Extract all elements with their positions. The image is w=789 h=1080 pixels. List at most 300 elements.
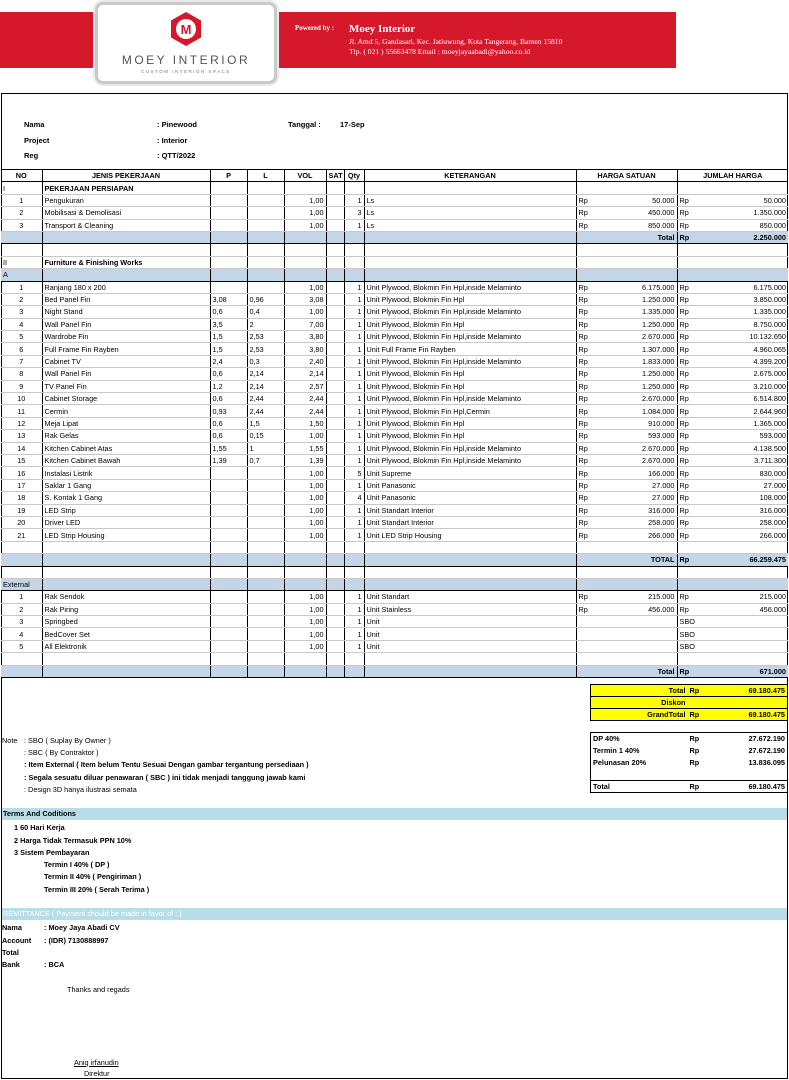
subsection-row [1, 269, 788, 281]
payment-total-value: 69.180.475 [716, 781, 788, 793]
item-number: 14 [1, 442, 42, 454]
empty-row [1, 244, 788, 256]
table-cell [210, 194, 247, 206]
item-volume: 1,00 [284, 616, 326, 628]
item-total [677, 331, 788, 343]
item-price-value: 1.307.000 [642, 344, 675, 354]
currency-label: Rp [679, 394, 689, 404]
item-length [210, 529, 247, 541]
tanggal-value: 17-Sep [340, 120, 365, 129]
line-item-row [1, 393, 788, 405]
item-number: 1 [1, 281, 42, 293]
item-number: 16 [1, 467, 42, 479]
table-cell [210, 244, 247, 256]
currency-label: Rp [688, 781, 716, 793]
table-cell [326, 269, 344, 281]
currency-label: Rp [578, 604, 588, 614]
item-qty: 1 [344, 293, 364, 305]
item-keterangan: Standart Interior [381, 518, 434, 528]
item-volume: 2,57 [284, 380, 326, 392]
item-price [576, 417, 677, 429]
item-volume: 2,44 [284, 393, 326, 405]
table-cell [1, 541, 42, 553]
item-description [364, 430, 576, 442]
item-price-value: 2.670.000 [642, 443, 675, 453]
currency-label: Rp [578, 381, 588, 391]
currency-label: Rp [679, 208, 689, 218]
table-cell [42, 554, 210, 566]
item-keterangan: Plywood, Blokmin Fin Hpl [381, 369, 465, 379]
item-price [576, 479, 677, 491]
table-cell [1, 231, 42, 243]
item-qty: 1 [344, 640, 364, 652]
currency-label: SBO [679, 617, 695, 627]
item-total [677, 640, 788, 652]
item-description [364, 417, 576, 429]
table-cell [326, 281, 344, 293]
table-cell [677, 578, 788, 590]
item-width: 0,4 [247, 306, 284, 318]
table-cell [364, 182, 576, 194]
line-item-row [1, 504, 788, 516]
remit-account-value: : (IDR) 7130888997 [44, 936, 109, 945]
company-address: Jl. Amd 5, Gandasari, Kec. Jatiuwung, Kota Tangerang, Banten 15810 [349, 37, 563, 46]
item-name: Ranjang 180 x 200 [42, 281, 210, 293]
item-volume: 1,00 [284, 306, 326, 318]
currency-label: Rp [578, 220, 588, 230]
line-item-row [1, 529, 788, 541]
item-price [576, 293, 677, 305]
note-line: : Design 3D hanya ilustrasi semata [24, 785, 137, 794]
table-cell [326, 665, 344, 677]
item-name: Rak Gelas [42, 430, 210, 442]
column-header: VOL [284, 170, 326, 182]
table-cell [326, 591, 344, 603]
table-cell [247, 194, 284, 206]
table-cell [326, 442, 344, 454]
item-unit: Unit [366, 629, 380, 639]
table-cell [344, 269, 364, 281]
item-total-value: 4.399.200 [753, 357, 786, 367]
item-name: Rak Sendok [42, 591, 210, 603]
item-name: Full Frame Fin Rayben [42, 343, 210, 355]
item-qty: 1 [344, 380, 364, 392]
summary-diskon-label: Diskon [591, 697, 688, 709]
currency-label: Rp [578, 295, 588, 305]
item-price [576, 454, 677, 466]
item-volume: 1,55 [284, 442, 326, 454]
terms-header: Terms And Coditions [2, 808, 787, 820]
item-name: Wardrobe Fin [42, 331, 210, 343]
item-volume: 1,50 [284, 417, 326, 429]
section-total-row [1, 665, 788, 677]
item-total [677, 343, 788, 355]
item-name: All Elektronik [42, 640, 210, 652]
item-width: 0,15 [247, 430, 284, 442]
item-qty: 1 [344, 591, 364, 603]
currency-label: Rp [679, 295, 689, 305]
summary-total-label: Total [591, 685, 688, 697]
currency-label: Rp [688, 685, 716, 697]
payment-total-label: Total [591, 781, 688, 793]
payment-dp-value: 27.672.190 [748, 734, 785, 744]
currency-label: Rp [578, 369, 588, 379]
item-total [677, 628, 788, 640]
item-price [576, 405, 677, 417]
currency-label: Rp [689, 758, 700, 767]
payment-pelunasan-row [591, 757, 788, 769]
item-volume: 1,00 [284, 603, 326, 615]
table-cell [210, 554, 247, 566]
subsection-label: A [1, 269, 42, 281]
brand-name: MOEY INTERIOR [121, 53, 251, 67]
item-total-value: 10.132.650 [749, 332, 786, 342]
item-width [247, 479, 284, 491]
line-item-row [1, 306, 788, 318]
remittance-header: REMITTANCE ( Payment should be made in favor of : ) [2, 908, 787, 920]
item-name: TV Panel Fin [42, 380, 210, 392]
item-name: Rak Piring [42, 603, 210, 615]
item-name: S. Kontak 1 Gang [42, 492, 210, 504]
item-price [576, 603, 677, 615]
section-header-row [1, 256, 788, 268]
currency-label: Rp [578, 456, 588, 466]
item-total [677, 355, 788, 367]
currency-label: Rp [679, 357, 689, 367]
currency-label: Rp [578, 195, 588, 205]
item-unit: Unit [366, 443, 380, 453]
item-description [364, 318, 576, 330]
item-unit: Unit [366, 369, 380, 379]
item-price [576, 355, 677, 367]
item-name: Wall Panel Fin [42, 318, 210, 330]
item-volume: 1,00 [284, 628, 326, 640]
item-length: 3,08 [210, 293, 247, 305]
item-description [364, 281, 576, 293]
table-cell [344, 653, 364, 665]
item-price-value: 910.000 [648, 419, 675, 428]
item-total-value: 27.000 [763, 480, 786, 490]
section-total-label: Total [576, 231, 677, 243]
terms-subitem: Termin III 20% ( Serah Terima ) [44, 885, 150, 894]
item-number: 13 [1, 430, 42, 442]
currency-label: Rp [679, 307, 689, 317]
item-qty: 1 [344, 405, 364, 417]
currency-label: Rp [679, 419, 689, 428]
item-total [677, 454, 788, 466]
item-description [364, 306, 576, 318]
table-cell [344, 244, 364, 256]
item-description [364, 479, 576, 491]
item-keterangan: Standart [381, 592, 410, 602]
remit-account-label: Account [2, 936, 32, 945]
item-name: Kitchen Cabinet Atas [42, 442, 210, 454]
item-keterangan: Panasonic [381, 493, 416, 503]
table-cell [576, 566, 677, 578]
item-total [677, 194, 788, 206]
item-price [576, 442, 677, 454]
item-price [576, 343, 677, 355]
section-total-row [1, 231, 788, 243]
column-header: Qty [344, 170, 364, 182]
item-number: 6 [1, 343, 42, 355]
table-cell [364, 665, 576, 677]
item-length: 1,39 [210, 454, 247, 466]
line-item-row [1, 454, 788, 466]
item-keterangan: Plywood, Blokmin Fin Hpl [381, 419, 465, 428]
item-unit: Unit [366, 307, 380, 317]
item-name: Bed Panel Fin [42, 293, 210, 305]
item-length: 2,4 [210, 355, 247, 367]
item-price-value: 2.670.000 [642, 394, 675, 404]
section-total-row [1, 554, 788, 566]
item-unit: Unit [366, 431, 380, 441]
item-number: 8 [1, 368, 42, 380]
item-number: 17 [1, 479, 42, 491]
item-keterangan: Plywood, Blokmin Fin Hpl [381, 295, 465, 305]
line-item-row [1, 368, 788, 380]
item-price [576, 331, 677, 343]
item-total-value: 258.000 [759, 518, 786, 528]
item-number: 5 [1, 640, 42, 652]
item-width: 2 [247, 318, 284, 330]
item-unit: Ls [364, 207, 576, 219]
item-price-value: 166.000 [648, 468, 675, 478]
table-cell [247, 653, 284, 665]
currency-label: Rp [578, 394, 588, 404]
item-total-value: 456.000 [759, 604, 786, 614]
table-cell [210, 541, 247, 553]
table-header-row [1, 170, 788, 182]
table-cell [576, 653, 677, 665]
item-total-value: 2.644.960 [753, 406, 786, 416]
item-unit: Unit [366, 456, 380, 466]
table-cell [210, 653, 247, 665]
item-unit: Unit [366, 381, 380, 391]
table-cell [284, 256, 326, 268]
currency-label: Rp [578, 443, 588, 453]
item-qty: 1 [344, 516, 364, 528]
item-price-value: 266.000 [648, 530, 675, 540]
company-name: Moey Interior [349, 23, 416, 35]
table-cell [42, 269, 210, 281]
table-cell [1, 554, 42, 566]
currency-label: Rp [679, 369, 689, 379]
item-qty: 1 [344, 306, 364, 318]
section-title: PEKERJAAN PERSIAPAN [42, 182, 210, 194]
table-cell [576, 541, 677, 553]
table-cell [284, 554, 326, 566]
line-item-row [1, 331, 788, 343]
line-item-row [1, 516, 788, 528]
item-length: 0,6 [210, 393, 247, 405]
column-header: HARGA SATUAN [576, 170, 677, 182]
item-total-value: 316.000 [759, 505, 786, 515]
currency-label: Rp [679, 518, 689, 528]
payment-schedule-box [590, 732, 788, 793]
item-volume: 3,80 [284, 343, 326, 355]
item-volume: 2,44 [284, 405, 326, 417]
item-qty: 1 [344, 616, 364, 628]
table-cell [326, 231, 344, 243]
item-total-value: 50.000 [763, 195, 786, 205]
item-price [576, 281, 677, 293]
summary-total-row [591, 685, 788, 697]
table-cell [247, 554, 284, 566]
item-number: 9 [1, 380, 42, 392]
table-cell [247, 219, 284, 231]
item-width [247, 467, 284, 479]
item-unit: Unit [366, 480, 380, 490]
table-cell [326, 355, 344, 367]
item-price [576, 207, 677, 219]
item-length [210, 479, 247, 491]
currency-label: Rp [689, 734, 700, 744]
item-qty: 1 [344, 628, 364, 640]
table-cell [247, 244, 284, 256]
item-price [576, 516, 677, 528]
table-cell [1, 653, 42, 665]
table-cell [326, 207, 344, 219]
table-cell [210, 628, 247, 640]
item-price [576, 430, 677, 442]
item-description [364, 616, 576, 628]
table-cell [364, 566, 576, 578]
company-contact: Tlp. ( 021 ) 55663478 Email : moeyjayaabadi@yahoo.co.id [349, 47, 531, 56]
currency-label: SBO [679, 642, 695, 652]
item-unit: Unit [366, 406, 380, 416]
remit-nama-label: Nama [2, 923, 22, 932]
item-total-value: 8.750.000 [753, 319, 786, 329]
item-name: Driver LED [42, 516, 210, 528]
item-width: 0,96 [247, 293, 284, 305]
section-total [677, 665, 788, 677]
item-price [576, 492, 677, 504]
item-price-value: 258.000 [648, 518, 675, 528]
item-keterangan: Plywood, Blokmin Fin Hpl,Cermin [381, 406, 490, 416]
item-number: 5 [1, 331, 42, 343]
item-qty: 1 [344, 281, 364, 293]
item-volume: 1,39 [284, 454, 326, 466]
table-cell [326, 603, 344, 615]
table-cell [326, 306, 344, 318]
currency-label: Rp [578, 530, 588, 540]
table-cell [247, 182, 284, 194]
signatory-title: Direktur [84, 1069, 110, 1078]
item-price-value: 215.000 [648, 592, 675, 602]
table-cell [42, 244, 210, 256]
item-volume: 1,00 [284, 479, 326, 491]
item-total-value: 850.000 [759, 220, 786, 230]
reg-label: Reg [24, 151, 39, 160]
item-width [247, 529, 284, 541]
item-keterangan: Plywood, Blokmin Fin Hpl [381, 381, 465, 391]
table-cell [326, 454, 344, 466]
item-total [677, 529, 788, 541]
currency-label: Rp [679, 431, 689, 441]
item-total [677, 219, 788, 231]
item-description [364, 603, 576, 615]
item-width: 0,3 [247, 355, 284, 367]
table-cell [210, 231, 247, 243]
column-header: KETERANGAN [364, 170, 576, 182]
item-price [576, 393, 677, 405]
table-cell [326, 554, 344, 566]
item-name: Night Stand [42, 306, 210, 318]
item-price-value: 593.000 [648, 431, 675, 441]
table-cell [576, 578, 677, 590]
table-cell [344, 566, 364, 578]
item-description [364, 393, 576, 405]
item-number: 3 [1, 219, 42, 231]
item-number: 3 [1, 616, 42, 628]
table-cell [344, 554, 364, 566]
item-length: 1,5 [210, 343, 247, 355]
item-price-value: 1.250.000 [642, 369, 675, 379]
table-cell [576, 269, 677, 281]
line-item-row [1, 417, 788, 429]
item-total-value: 4.960.065 [753, 344, 786, 354]
item-number: 1 [1, 194, 42, 206]
item-keterangan: Supreme [381, 468, 412, 478]
item-price-value: 27.000 [652, 493, 675, 503]
grand-total-box [590, 684, 788, 721]
item-name: Pengukuran [42, 194, 210, 206]
item-price [576, 504, 677, 516]
item-length: 1,2 [210, 380, 247, 392]
item-unit: Unit [366, 592, 380, 602]
item-number: 2 [1, 603, 42, 615]
table-cell [210, 640, 247, 652]
item-total-value: 830.000 [759, 468, 786, 478]
line-item-row [1, 479, 788, 491]
table-cell [42, 653, 210, 665]
item-price-value: 1.833.000 [642, 357, 675, 367]
item-name: Wall Panel Fin [42, 368, 210, 380]
item-total-value: 3.210.000 [753, 381, 786, 391]
table-cell [247, 591, 284, 603]
item-name: Transport & Cleaning [42, 219, 210, 231]
item-name: BedCover Set [42, 628, 210, 640]
svg-text:M: M [180, 22, 192, 37]
currency-label: SBO [679, 629, 695, 639]
item-volume: 2,40 [284, 355, 326, 367]
item-qty: 1 [344, 479, 364, 491]
item-total-value: 2.675.000 [753, 369, 786, 379]
item-total [677, 442, 788, 454]
item-price-value: 6.175.000 [642, 282, 675, 292]
line-item-row [1, 591, 788, 603]
column-header: JUMLAH HARGA [677, 170, 788, 182]
line-item-row [1, 293, 788, 305]
table-cell [247, 578, 284, 590]
terms-item: 1 60 Hari Kerja [14, 823, 65, 832]
item-unit: Unit [366, 394, 380, 404]
table-cell [326, 393, 344, 405]
item-number: 7 [1, 355, 42, 367]
currency-label: Rp [578, 344, 588, 354]
payment-total-row [591, 781, 788, 793]
item-name: Cabinet Storage [42, 393, 210, 405]
item-total [677, 516, 788, 528]
item-qty: 1 [344, 417, 364, 429]
item-total [677, 306, 788, 318]
item-qty: 1 [344, 368, 364, 380]
remit-bank-label: Bank [2, 960, 20, 969]
project-label: Project [24, 136, 50, 145]
table-cell [326, 541, 344, 553]
item-volume: 1,00 [284, 529, 326, 541]
